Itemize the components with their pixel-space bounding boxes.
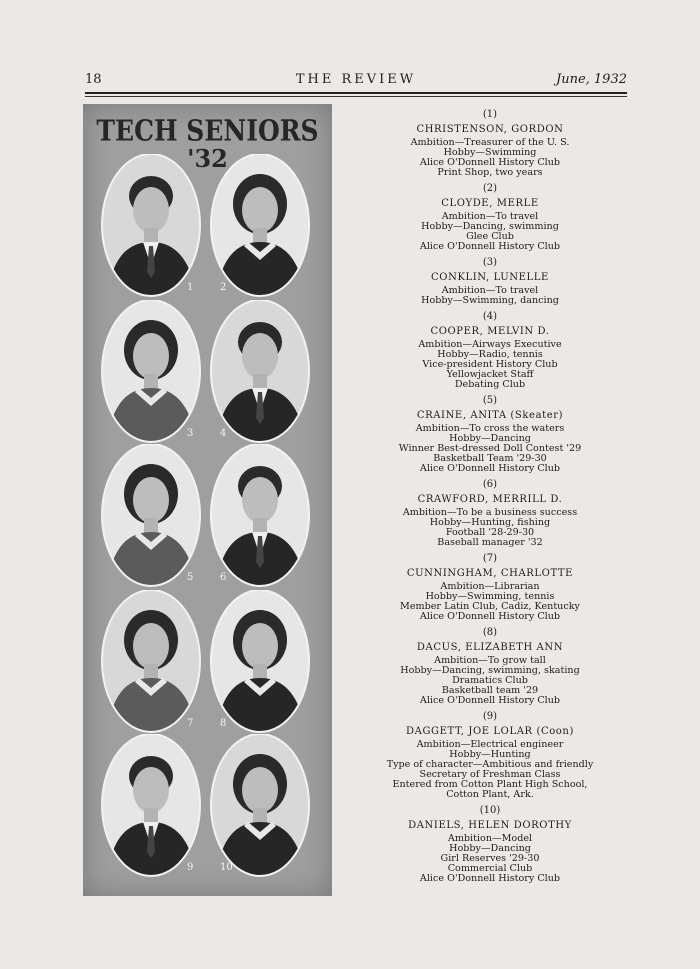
senior-detail-line: Alice O'Donnell History Club (419, 157, 561, 168)
portrait-photo (210, 300, 314, 446)
senior-detail-line: Glee Club (466, 231, 514, 242)
panel-title: TECH SENIORS (96, 113, 319, 148)
portrait-number: 6 (220, 572, 227, 583)
senior-entry (360, 710, 620, 804)
senior-detail-line: Ambition—Treasurer of the U. S. (410, 137, 570, 148)
senior-detail-line: Girl Reserves '29-30 (440, 853, 540, 864)
senior-number: (10) (479, 805, 501, 816)
senior-detail-line: Alice O'Donnell History Club (419, 873, 561, 884)
senior-name: CRAINE, ANITA (Skeater) (416, 410, 564, 421)
senior-portrait (101, 590, 199, 730)
senior-detail-line: Hobby—Hunting (449, 749, 531, 760)
header-rule-thin (85, 96, 627, 97)
senior-detail-line: Commercial Club (447, 863, 533, 874)
panel-subtitle: '32 (187, 144, 228, 173)
senior-number: (8) (482, 627, 498, 638)
senior-detail-line: Alice O'Donnell History Club (419, 695, 561, 706)
senior-entry (360, 108, 620, 182)
senior-name: CONKLIN, LUNELLE (431, 272, 549, 283)
senior-portrait (101, 734, 199, 874)
portrait-photo (101, 300, 205, 446)
portrait-number: 10 (220, 862, 233, 873)
senior-detail-line: Ambition—To cross the waters (415, 423, 565, 434)
senior-detail-line: Alice O'Donnell History Club (419, 241, 561, 252)
senior-detail-line: Ambition—Librarian (440, 581, 540, 592)
portrait-number: 7 (187, 718, 194, 729)
senior-name: CUNNINGHAM, CHARLOTTE (406, 568, 574, 579)
senior-detail-line: Ambition—Airways Executive (418, 339, 562, 350)
senior-entry (360, 478, 620, 552)
senior-name: DANIELS, HELEN DOROTHY (408, 820, 572, 831)
senior-name: DAGGETT, JOE LOLAR (Coon) (406, 726, 574, 737)
portrait-number: 1 (187, 282, 194, 293)
header-rule (85, 92, 627, 94)
senior-bio-column (360, 108, 620, 888)
senior-detail-line: Ambition—Model (447, 833, 533, 844)
portrait-photo (101, 154, 205, 300)
senior-detail-line: Entered from Cotton Plant High School, (392, 779, 588, 790)
senior-portrait (101, 300, 199, 440)
senior-name: CRAWFORD, MERRILL D. (417, 494, 563, 505)
senior-number: (7) (482, 553, 498, 564)
senior-detail-line: Hobby—Radio, tennis (437, 349, 543, 360)
senior-entry (360, 626, 620, 710)
senior-number: (2) (482, 183, 498, 194)
senior-detail-line: Ambition—To travel (441, 285, 539, 296)
publication-title: THE REVIEW (295, 72, 417, 87)
senior-detail-line: Hobby—Swimming, dancing (421, 295, 559, 306)
senior-name: DACUS, ELIZABETH ANN (416, 642, 564, 653)
senior-detail-line: Alice O'Donnell History Club (419, 463, 561, 474)
senior-portrait (210, 444, 308, 584)
senior-portrait (210, 590, 308, 730)
page-header (85, 72, 627, 92)
senior-detail-line: Print Shop, two years (437, 167, 543, 178)
senior-detail-line: Dramatics Club (452, 675, 528, 686)
senior-portrait (210, 154, 308, 294)
senior-detail-line: Yellowjacket Staff (446, 369, 534, 380)
senior-detail-line: Debating Club (454, 379, 526, 390)
portrait-photo (101, 590, 205, 736)
portrait-photo (210, 590, 314, 736)
senior-number: (9) (482, 711, 498, 722)
senior-portrait (210, 300, 308, 440)
senior-entry (360, 310, 620, 394)
senior-entry (360, 182, 620, 256)
senior-detail-line: Winner Best-dressed Doll Contest '29 (398, 443, 582, 454)
portrait-photo (210, 734, 314, 880)
senior-detail-line: Baseball manager '32 (437, 537, 543, 548)
portrait-photo (101, 444, 205, 590)
senior-detail-line: Member Latin Club, Cadiz, Kentucky (400, 601, 580, 612)
senior-detail-line: Hobby—Hunting, fishing (429, 517, 551, 528)
senior-portrait (210, 734, 308, 874)
senior-detail-line: Ambition—To be a business success (402, 507, 578, 518)
senior-detail-line: Ambition—To travel (441, 211, 539, 222)
senior-detail-line: Hobby—Dancing, swimming (421, 221, 559, 232)
senior-portrait (101, 154, 199, 294)
senior-name: COOPER, MELVIN D. (430, 326, 550, 337)
senior-detail-line: Football '28-29-30 (445, 527, 535, 538)
senior-detail-line: Cotton Plant, Ark. (446, 789, 534, 800)
senior-number: (4) (482, 311, 498, 322)
senior-name: CLOYDE, MERLE (441, 198, 539, 209)
portrait-photo (210, 444, 314, 590)
portrait-number: 3 (187, 428, 194, 439)
portrait-photo (210, 154, 314, 300)
senior-detail-line: Alice O'Donnell History Club (419, 611, 561, 622)
senior-detail-line: Vice-president History Club (422, 359, 558, 370)
portrait-number: 9 (187, 862, 194, 873)
senior-entry (360, 552, 620, 626)
senior-detail-line: Secretary of Freshman Class (419, 769, 561, 780)
senior-entry (360, 394, 620, 478)
senior-detail-line: Type of character—Ambitious and friendly (386, 759, 594, 770)
senior-detail-line: Hobby—Dancing (449, 843, 531, 854)
senior-number: (1) (482, 109, 498, 120)
senior-detail-line: Hobby—Dancing (449, 433, 531, 444)
senior-number: (6) (482, 479, 498, 490)
senior-detail-line: Hobby—Swimming (443, 147, 537, 158)
senior-entry (360, 804, 620, 888)
page-number: 18 (85, 72, 102, 87)
portrait-photo (101, 734, 205, 880)
senior-number: (5) (482, 395, 498, 406)
issue-date: June, 1932 (556, 72, 627, 87)
senior-detail-line: Hobby—Swimming, tennis (425, 591, 555, 602)
portrait-number: 2 (220, 282, 227, 293)
senior-detail-line: Basketball Team '29-30 (433, 453, 547, 464)
senior-detail-line: Ambition—Electrical engineer (416, 739, 564, 750)
senior-photo-panel (83, 104, 332, 896)
portrait-number: 4 (220, 428, 227, 439)
portrait-number: 8 (220, 718, 227, 729)
senior-detail-line: Ambition—To grow tall (434, 655, 546, 666)
senior-name: CHRISTENSON, GORDON (416, 124, 564, 135)
senior-detail-line: Hobby—Dancing, swimming, skating (400, 665, 580, 676)
senior-detail-line: Basketball team '29 (441, 685, 539, 696)
entry-spacer (360, 884, 620, 888)
senior-portrait (101, 444, 199, 584)
portrait-number: 5 (187, 572, 194, 583)
senior-entry (360, 256, 620, 310)
senior-number: (3) (482, 257, 498, 268)
